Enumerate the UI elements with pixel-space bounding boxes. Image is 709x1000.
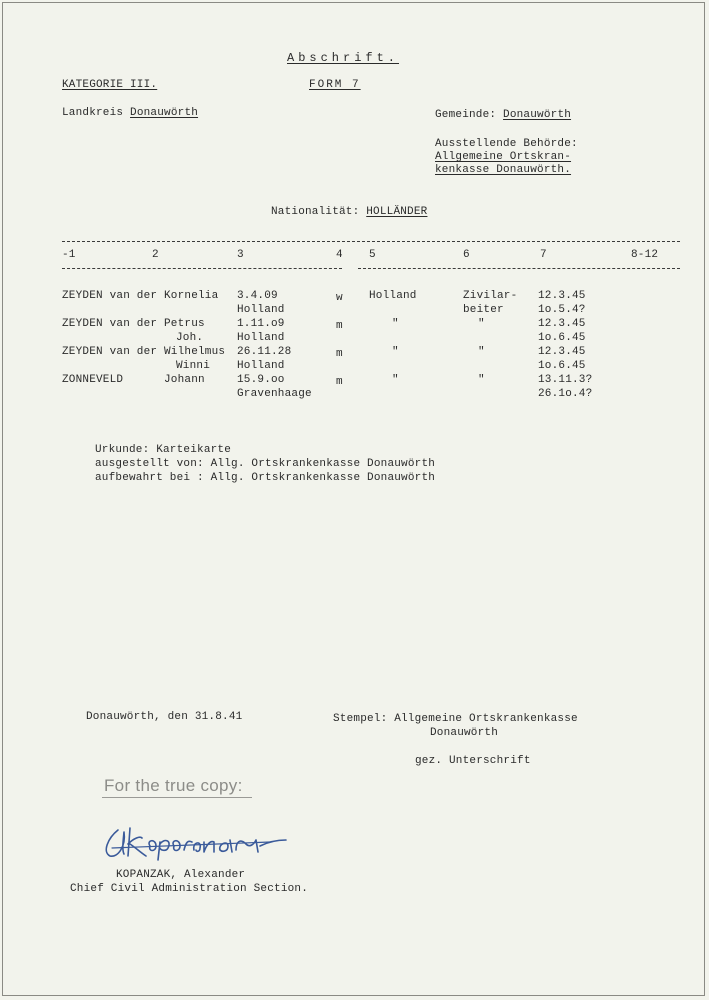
row-birth-date: 15.9.oo bbox=[237, 374, 285, 386]
handwritten-signature bbox=[100, 816, 300, 866]
row-birth-date: 1.11.o9 bbox=[237, 318, 285, 330]
row-occupation-2: beiter bbox=[463, 304, 504, 316]
row-given-name: Petrus bbox=[164, 318, 205, 330]
column-header: 2 bbox=[152, 249, 159, 261]
row-sex: w bbox=[336, 292, 343, 304]
column-header: 8-12 bbox=[631, 249, 659, 261]
row-occupation: Zivilar- bbox=[463, 290, 518, 302]
row-birth-date: 26.11.28 bbox=[237, 346, 292, 358]
row-given-name-2: Winni bbox=[176, 360, 211, 372]
certifier-title: Chief Civil Administration Section. bbox=[70, 883, 309, 895]
row-occupation: " bbox=[478, 346, 485, 358]
nationality-line bbox=[271, 206, 427, 219]
column-header: 5 bbox=[369, 249, 376, 261]
row-birthplace: Holland bbox=[237, 360, 285, 372]
table-rule-header-right bbox=[358, 268, 680, 269]
row-birthplace: Holland bbox=[237, 304, 285, 316]
row-birthplace: Holland bbox=[237, 332, 285, 344]
document-type-line: Urkunde: Karteikarte bbox=[95, 444, 232, 456]
row-date-2: 1o.6.45 bbox=[538, 360, 586, 372]
issued-by-line: ausgestellt von: Allg. Ortskrankenkasse Donauwörth bbox=[95, 458, 436, 470]
stamp-line-1: Stempel: Allgemeine Ortskrankenkasse bbox=[333, 713, 578, 725]
table-rule-top bbox=[62, 241, 680, 242]
row-country: " bbox=[392, 374, 399, 386]
row-given-name: Wilhelmus bbox=[164, 346, 226, 358]
certifier-name: KOPANZAK, Alexander bbox=[116, 869, 246, 881]
row-date-2: 26.1o.4? bbox=[538, 388, 593, 400]
district-label: Landkreis bbox=[62, 107, 124, 119]
row-given-name-2: Joh. bbox=[176, 332, 204, 344]
form-label: FORM 7 bbox=[309, 79, 361, 91]
row-birthplace: Gravenhaage bbox=[237, 388, 312, 400]
row-date-2: 1o.5.4? bbox=[538, 304, 586, 316]
nationality-value: HOLLÄNDER bbox=[366, 206, 428, 218]
true-copy-underline bbox=[102, 797, 252, 798]
column-header: 4 bbox=[336, 249, 343, 261]
true-copy-stamp: For the true copy: bbox=[104, 776, 243, 795]
row-sex: m bbox=[336, 376, 343, 388]
place-date: Donauwörth, den 31.8.41 bbox=[86, 711, 243, 723]
signed-note: gez. Unterschrift bbox=[415, 755, 531, 767]
kept-at-line: aufbewahrt bei : Allg. Ortskrankenkasse Donauwörth bbox=[95, 472, 436, 484]
row-date-1: 13.11.3? bbox=[538, 374, 593, 386]
row-date-1: 12.3.45 bbox=[538, 290, 586, 302]
authority-line-1: Allgemeine Ortskran- bbox=[435, 151, 572, 163]
row-date-1: 12.3.45 bbox=[538, 346, 586, 358]
row-surname: ZONNEVELD bbox=[62, 374, 124, 386]
column-header: 7 bbox=[540, 249, 547, 261]
row-given-name: Kornelia bbox=[164, 290, 219, 302]
column-header: 3 bbox=[237, 249, 244, 261]
row-sex: m bbox=[336, 320, 343, 332]
row-occupation: " bbox=[478, 374, 485, 386]
row-surname: ZEYDEN van der bbox=[62, 318, 158, 330]
table-rule-header-left bbox=[62, 268, 342, 269]
stamp-line-2: Donauwörth bbox=[430, 727, 499, 739]
row-date-2: 1o.6.45 bbox=[538, 332, 586, 344]
document-title: Abschrift. bbox=[287, 51, 400, 65]
nationality-label: Nationalität: bbox=[271, 206, 360, 218]
row-country: Holland bbox=[369, 290, 417, 302]
row-country: " bbox=[392, 318, 399, 330]
district-line bbox=[62, 107, 198, 120]
row-sex: m bbox=[336, 348, 343, 360]
municipality-value: Donauwörth bbox=[503, 109, 572, 121]
district-value: Donauwörth bbox=[130, 107, 199, 119]
row-date-1: 12.3.45 bbox=[538, 318, 586, 330]
row-given-name: Johann bbox=[164, 374, 205, 386]
municipality-line bbox=[435, 109, 571, 122]
authority-label: Ausstellende Behörde: bbox=[435, 138, 578, 150]
row-surname: ZEYDEN van der bbox=[62, 346, 158, 358]
category-label: KATEGORIE III. bbox=[62, 79, 158, 91]
column-header: -1 bbox=[62, 249, 76, 261]
row-birth-date: 3.4.09 bbox=[237, 290, 278, 302]
row-occupation: " bbox=[478, 318, 485, 330]
row-surname: ZEYDEN van der bbox=[62, 290, 158, 302]
row-country: " bbox=[392, 346, 399, 358]
municipality-label: Gemeinde: bbox=[435, 109, 497, 121]
authority-line-2: kenkasse Donauwörth. bbox=[435, 164, 572, 176]
column-header: 6 bbox=[463, 249, 470, 261]
